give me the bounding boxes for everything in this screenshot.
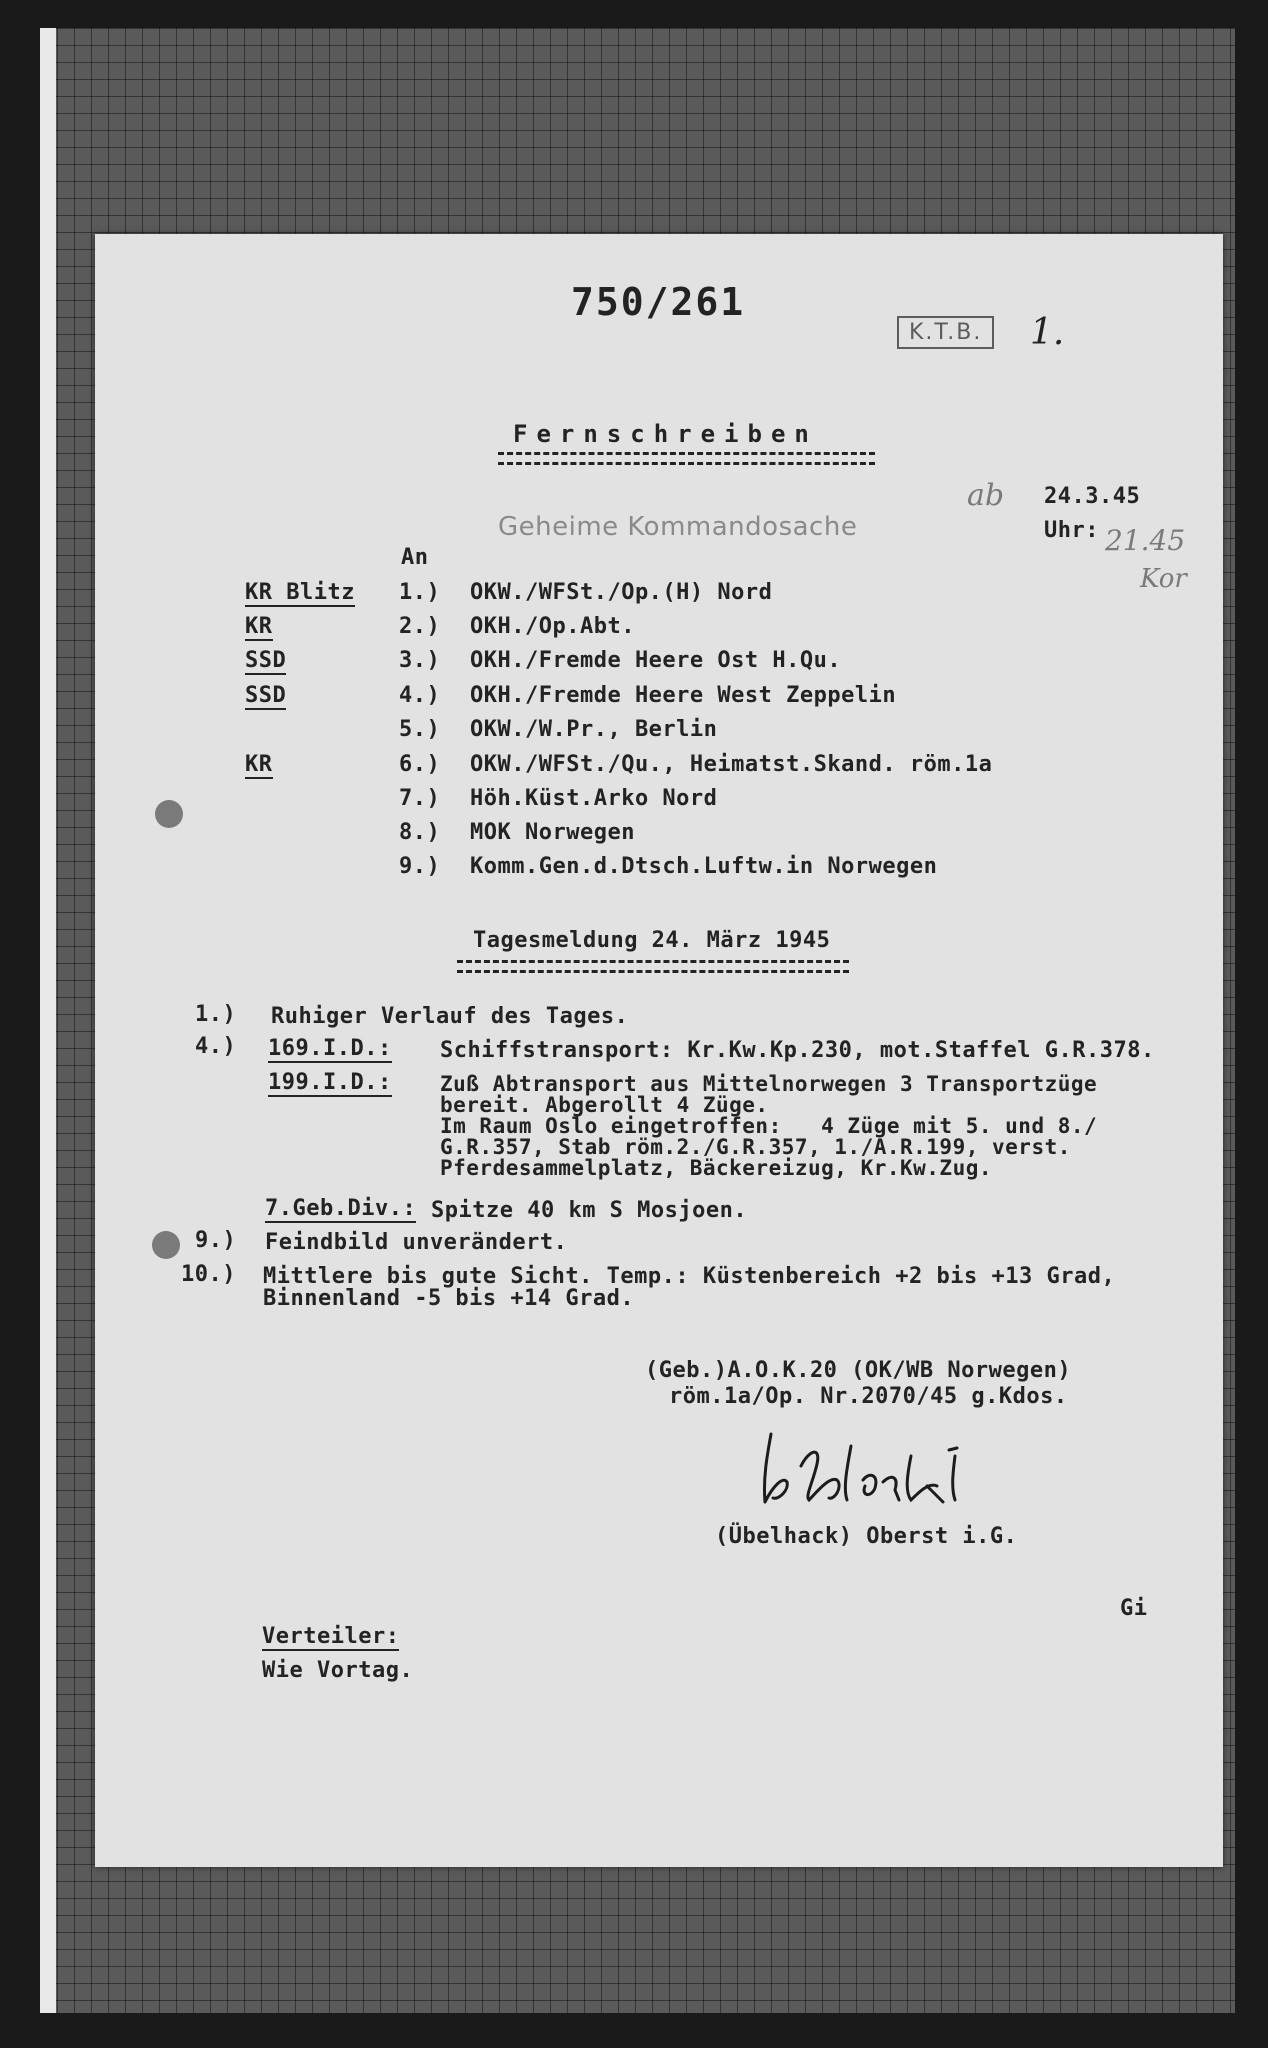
handwritten-initials: Kor xyxy=(1140,564,1187,594)
punch-hole-faint xyxy=(152,1231,180,1259)
item-text-line: Mittlere bis gute Sicht. Temp.: Küstenbereich +2 bis +13 Grad, xyxy=(263,1264,1116,1289)
unit-text-block xyxy=(440,1074,1220,1179)
title-double-underline xyxy=(498,452,875,465)
document-date: 24.3.45 xyxy=(1044,484,1141,509)
recipient-number: 1.) xyxy=(399,580,441,605)
report-title: Tagesmeldung 24. März 1945 xyxy=(473,928,831,953)
ktb-stamp: K.T.B. xyxy=(897,316,994,349)
sender-line: röm.1a/Op. Nr.2070/45 g.Kdos. xyxy=(669,1384,1068,1409)
unit-text-line: Im Raum Oslo eingetroffen: 4 Züge mit 5. und 8./ xyxy=(440,1114,1098,1138)
recipient-address: Komm.Gen.d.Dtsch.Luftw.in Norwegen xyxy=(470,854,938,879)
signature-name: (Übelhack) Oberst i.G. xyxy=(715,1524,1018,1549)
item-text-block xyxy=(263,1266,1115,1310)
handwritten-time: 21.45 xyxy=(1105,524,1186,557)
item-number: 4.) xyxy=(195,1034,237,1059)
recipient-number: 3.) xyxy=(399,648,441,673)
time-label: Uhr: xyxy=(1044,518,1099,543)
unit-label: 199.I.D.: xyxy=(268,1070,392,1095)
recipient-number: 6.) xyxy=(399,752,441,777)
recipient-address: MOK Norwegen xyxy=(470,820,635,845)
teletype-sheet xyxy=(95,234,1223,1867)
distribution-text: Wie Vortag. xyxy=(262,1658,414,1683)
recipient-address: OKW./WFSt./Op.(H) Nord xyxy=(470,580,773,605)
recipient-number: 8.) xyxy=(399,820,441,845)
ktb-handwritten-number: 1. xyxy=(1030,312,1065,353)
unit-text: Schiffstransport: Kr.Kw.Kp.230, mot.Staffel G.R.378. xyxy=(440,1038,1155,1063)
recipient-address: OKH./Fremde Heere Ost H.Qu. xyxy=(470,648,842,673)
item-number: 9.) xyxy=(195,1228,237,1253)
recipient-number: 5.) xyxy=(399,717,441,742)
recipient-number: 9.) xyxy=(399,854,441,879)
film-edge xyxy=(40,28,56,2013)
an-label: An xyxy=(401,545,429,570)
handwritten-initials: ab xyxy=(967,478,1005,513)
sender-line: (Geb.)A.O.K.20 (OK/WB Norwegen) xyxy=(645,1358,1072,1383)
item-text: Feindbild unverändert. xyxy=(265,1230,568,1255)
recipient-address: Höh.Küst.Arko Nord xyxy=(470,786,718,811)
classification-stamp: Geheime Kommandosache xyxy=(498,512,858,542)
unit-text-line: bereit. Abgerollt 4 Züge. xyxy=(440,1093,769,1117)
unit-text-line: G.R.357, Stab röm.2./G.R.357, 1./A.R.199, verst. xyxy=(440,1135,1071,1159)
priority-label: KR xyxy=(245,614,273,639)
unit-label: 7.Geb.Div.: xyxy=(265,1196,417,1221)
recipient-address: OKH./Fremde Heere West Zeppelin xyxy=(470,683,897,708)
priority-label: SSD xyxy=(245,648,287,673)
unit-text-line: Zuß Abtransport aus Mittelnorwegen 3 Transportzüge xyxy=(440,1072,1098,1096)
recipient-number: 4.) xyxy=(399,683,441,708)
item-number: 10.) xyxy=(181,1262,236,1287)
archive-number: 750/261 xyxy=(571,280,746,324)
handwritten-signature xyxy=(743,1416,1033,1516)
document-title: Fernschreiben xyxy=(513,420,818,448)
punch-hole-faint xyxy=(155,800,183,828)
item-number: 1.) xyxy=(195,1002,237,1027)
distribution-label: Verteiler: xyxy=(262,1624,400,1649)
unit-label: 169.I.D.: xyxy=(268,1036,392,1061)
recipient-number: 2.) xyxy=(399,614,441,639)
priority-label: SSD xyxy=(245,683,287,708)
priority-label: KR Blitz xyxy=(245,580,355,605)
recipient-address: OKW./WFSt./Qu., Heimatst.Skand. röm.1a xyxy=(470,752,993,777)
unit-text-line: Pferdesammelplatz, Bäckereizug, Kr.Kw.Zug. xyxy=(440,1156,993,1180)
priority-label: KR xyxy=(245,752,273,777)
recipient-number: 7.) xyxy=(399,786,441,811)
recipient-address: OKW./W.Pr., Berlin xyxy=(470,717,718,742)
item-text: Ruhiger Verlauf des Tages. xyxy=(271,1004,629,1029)
report-title-double-underline xyxy=(457,960,849,973)
typist-initials: Gi xyxy=(1120,1596,1148,1621)
item-text-line: Binnenland -5 bis +14 Grad. xyxy=(263,1286,635,1311)
recipient-address: OKH./Op.Abt. xyxy=(470,614,635,639)
unit-text: Spitze 40 km S Mosjoen. xyxy=(431,1198,748,1223)
